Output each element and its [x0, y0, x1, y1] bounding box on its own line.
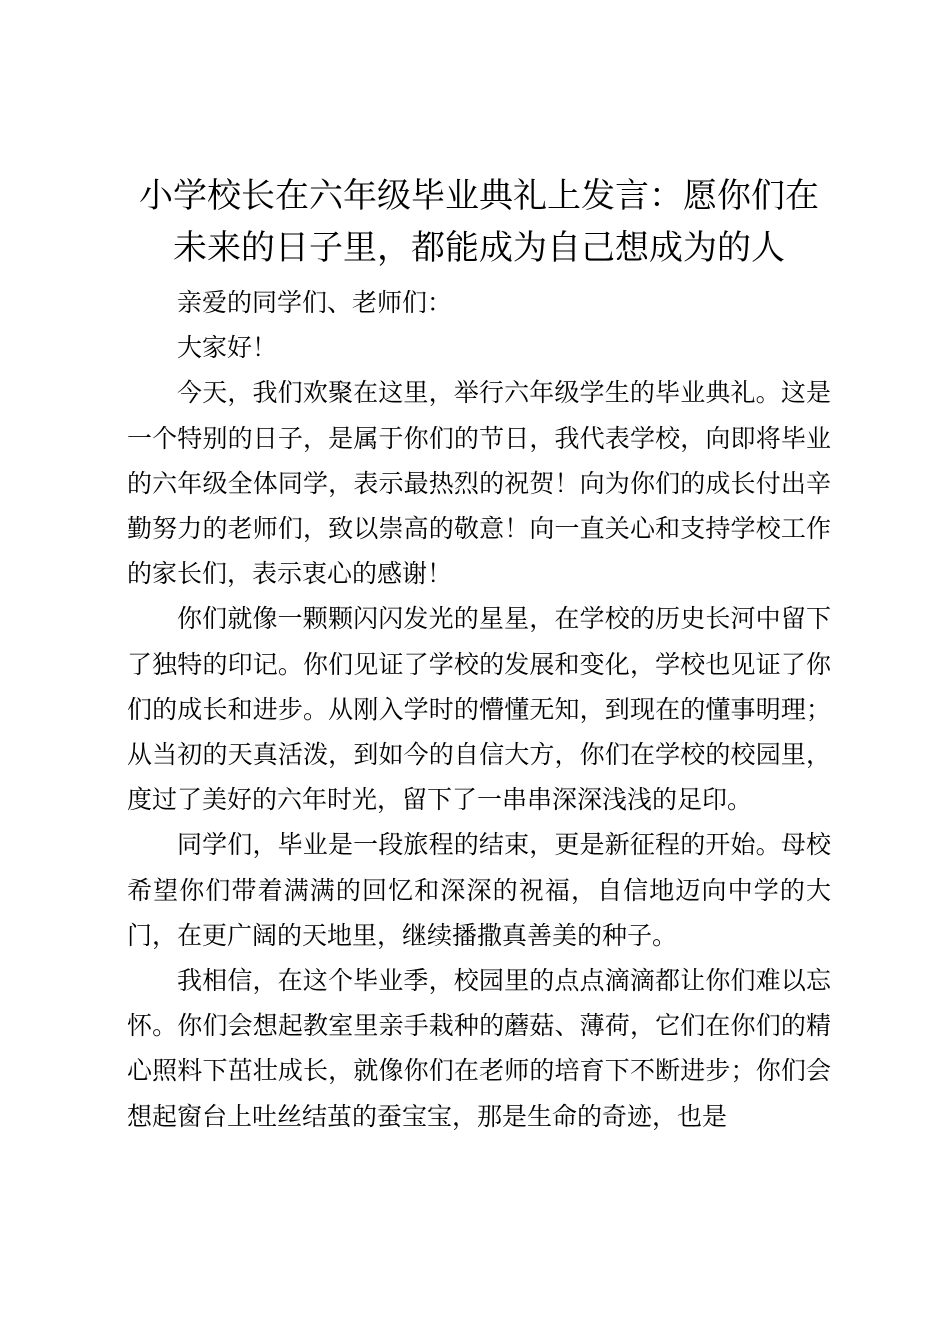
- paragraph-journey: 同学们，毕业是一段旅程的结束，更是新征程的开始。母校希望你们带着满满的回忆和深深的祝福，自信地迈向中学的大门，在更广阔的天地里，继续播撒真善美的种子。: [127, 830, 831, 950]
- document-page: [127, 170, 831, 1139]
- paragraph-salutation: 亲爱的同学们、老师们：: [177, 288, 453, 317]
- paragraph-opening: 今天，我们欢聚在这里，举行六年级学生的毕业典礼。这是一个特别的日子，是属于你们的节日，我代表学校，向即将毕业的六年级全体同学，表示最热烈的祝贺！向为你们的成长付出辛勤努力的老师们，致以崇高的敬意！向一直关心和支持学校工作的家长们，表示衷心的感谢！: [127, 378, 831, 589]
- paragraph-greeting: 大家好！: [177, 333, 278, 363]
- document-title: 小学校长在六年级毕业典礼上发言：愿你们在未来的日子里，都能成为自己想成为的人: [139, 176, 819, 268]
- paragraph-memories: 我相信，在这个毕业季，校园里的点点滴滴都让你们难以忘怀。你们会想起教室里亲手栽种的蘑菇、薄荷，它们在你们的精心照料下茁壮成长，就像你们在老师的培育下不断进步；你们会想起窗台上吐丝结茧的蚕宝宝，那是生命的奇迹，也是: [127, 966, 831, 1131]
- paragraph-stars: 你们就像一颗颗闪闪发光的星星，在学校的历史长河中留下了独特的印记。你们见证了学校的发展和变化，学校也见证了你们的成长和进步。从刚入学时的懵懂无知，到现在的懂事明理；从当初的天真活泼，到如今的自信大方，你们在学校的校园里，度过了美好的六年时光，留下了一串串深深浅浅的足印。: [127, 604, 831, 815]
